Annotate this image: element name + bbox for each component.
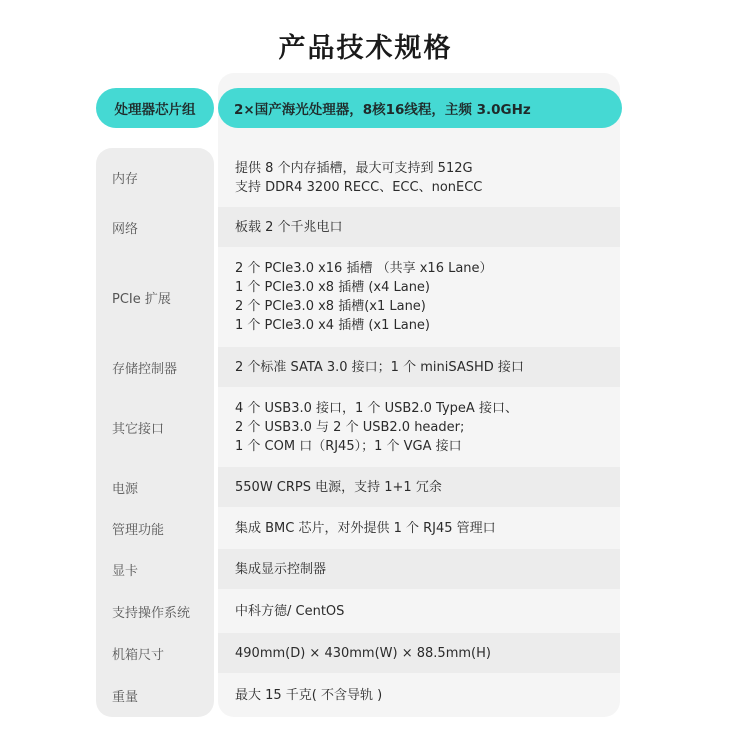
spec-label: 网络 bbox=[112, 221, 139, 237]
spec-value bbox=[218, 549, 620, 589]
spec-value-line: 1 个 PCIe3.0 x4 插槽 (x1 Lane) bbox=[235, 318, 431, 333]
spec-value-line: 提供 8 个内存插槽，最大可支持到 512G bbox=[235, 160, 473, 176]
spec-value-line: 2 个 PCIe3.0 x16 插槽 （共享 x16 Lane） bbox=[235, 261, 493, 276]
spec-label: 其它接口 bbox=[112, 421, 165, 437]
spec-label: 内存 bbox=[112, 172, 139, 187]
spec-value-line: 集成显示控制器 bbox=[235, 561, 327, 577]
spec-label: 支持操作系统 bbox=[112, 605, 191, 621]
spec-label: 机箱尺寸 bbox=[112, 647, 165, 663]
spec-value bbox=[218, 507, 620, 549]
spec-value bbox=[218, 247, 620, 347]
spec-value bbox=[218, 673, 620, 717]
spec-label: 管理功能 bbox=[112, 522, 165, 538]
spec-label: 显卡 bbox=[112, 563, 139, 579]
spec-value bbox=[218, 589, 620, 633]
page-title: 产品技术规格 bbox=[278, 33, 453, 64]
spec-value-line: 最大 15 千克( 不含导轨 ) bbox=[235, 687, 383, 703]
spec-value bbox=[218, 347, 620, 387]
spec-value-line: 集成 BMC 芯片，对外提供 1 个 RJ45 管理口 bbox=[235, 520, 496, 536]
highlight-label-pill: 处理器芯片组 bbox=[96, 88, 214, 128]
spec-label: 重量 bbox=[112, 689, 139, 705]
spec-value-line: 2 个 USB3.0 与 2 个 USB2.0 header; bbox=[235, 419, 465, 435]
spec-value bbox=[218, 387, 620, 467]
spec-value-line: 550W CRPS 电源，支持 1+1 冗余 bbox=[235, 479, 442, 495]
spec-value-line: 1 个 PCIe3.0 x8 插槽 (x4 Lane) bbox=[235, 280, 431, 295]
spec-value-line: 1 个 COM 口（RJ45）；1 个 VGA 接口 bbox=[235, 438, 462, 454]
spec-value bbox=[218, 467, 620, 507]
spec-value bbox=[218, 207, 620, 247]
spec-value-line: 2 个 PCIe3.0 x8 插槽(x1 Lane) bbox=[235, 299, 426, 314]
spec-value-line: 2 个标准 SATA 3.0 接口；1 个 miniSASHD 接口 bbox=[235, 359, 524, 375]
highlight-value-pill: 2×国产海光处理器，8核16线程，主频 3.0GHz bbox=[218, 88, 622, 128]
spec-value-line: 板载 2 个千兆电口 bbox=[235, 219, 343, 235]
spec-value-line: 支持 DDR4 3200 RECC、ECC、nonECC bbox=[235, 179, 483, 195]
spec-label: PCIe 扩展 bbox=[112, 291, 171, 307]
spec-value bbox=[218, 633, 620, 673]
spec-value-line: 490mm(D) × 430mm(W) × 88.5mm(H) bbox=[235, 645, 491, 661]
spec-value bbox=[218, 148, 620, 207]
spec-label: 电源 bbox=[112, 481, 139, 497]
spec-value-line: 中科方德/ CentOS bbox=[235, 603, 345, 619]
spec-label: 存储控制器 bbox=[112, 361, 178, 377]
spec-value-line: 4 个 USB3.0 接口，1 个 USB2.0 TypeA 接口、 bbox=[235, 400, 518, 416]
